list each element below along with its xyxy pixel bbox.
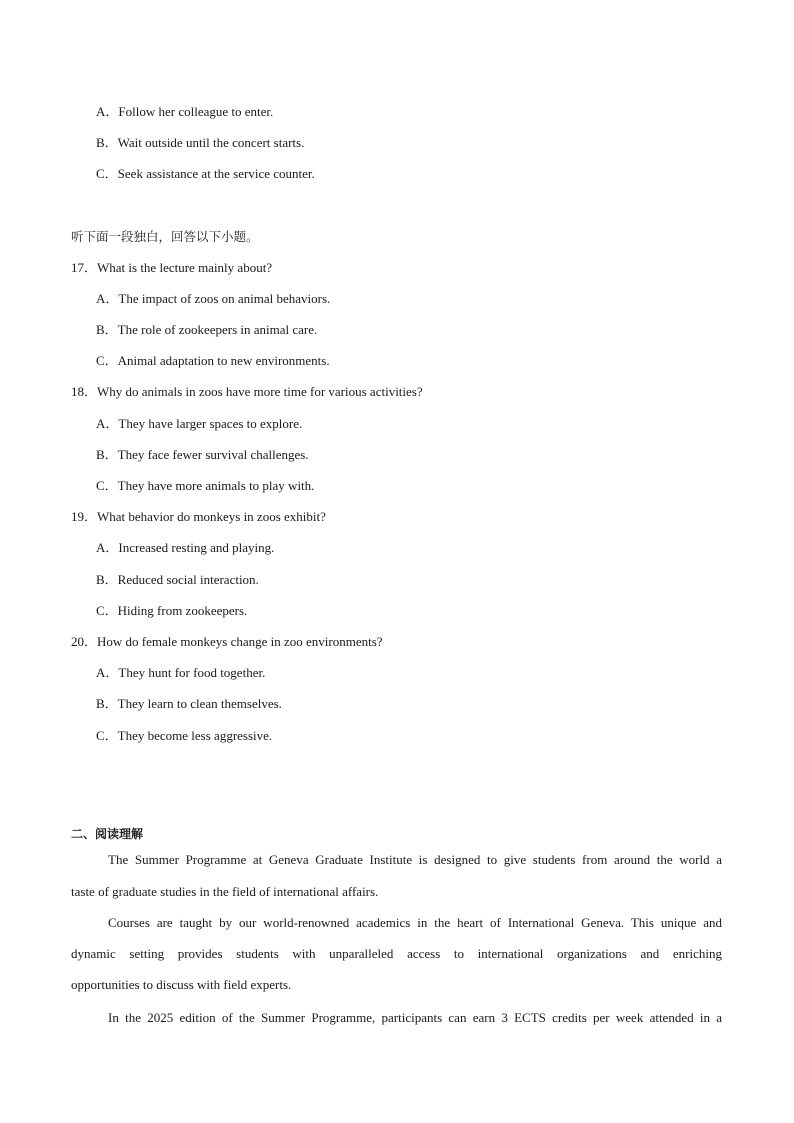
passage-text: opportunities to discuss with field experts.	[71, 977, 292, 992]
passage-p1-line1	[71, 852, 722, 868]
option-a: A．Follow her colleague to enter.	[96, 104, 274, 119]
passage-p1-line2	[71, 884, 722, 900]
passage-text: dynamic setting provides students with unparalleled access to international organizations and enriching	[71, 946, 722, 961]
passage-p2-line3	[71, 977, 722, 993]
question-17: 17．What is the lecture mainly about?	[71, 260, 273, 275]
option-b: B．Wait outside until the concert starts.	[96, 135, 305, 150]
section-title: 二、阅读理解	[71, 827, 144, 841]
q20-option-a: A．They hunt for food together.	[96, 665, 266, 680]
q17-option-b: B．The role of zookeepers in animal care.	[96, 322, 318, 337]
q20-option-c: C．They become less aggressive.	[96, 728, 273, 743]
question-19: 19．What behavior do monkeys in zoos exhibit?	[71, 509, 326, 524]
passage-p2-line2	[71, 946, 722, 962]
q17-option-c: C．Animal adaptation to new environments.	[96, 353, 330, 368]
q19-option-b: B．Reduced social interaction.	[96, 572, 259, 587]
passage-text: The Summer Programme at Geneva Graduate Institute is designed to give students from around the world a	[108, 852, 722, 867]
q18-option-b: B．They face fewer survival challenges.	[96, 447, 309, 462]
passage-text: In the 2025 edition of the Summer Programme, participants can earn 3 ECTS credits per week attended in a	[108, 1010, 722, 1025]
question-18: 18．Why do animals in zoos have more time for various activities?	[71, 384, 423, 399]
q19-option-a: A．Increased resting and playing.	[96, 540, 275, 555]
q20-option-b: B．They learn to clean themselves.	[96, 696, 282, 711]
passage-p2-line1	[71, 915, 722, 931]
q17-option-a: A．The impact of zoos on animal behaviors.	[96, 291, 331, 306]
passage-text: taste of graduate studies in the field of international affairs.	[71, 884, 379, 899]
passage-p3-line1	[71, 1010, 722, 1026]
q19-option-c: C．Hiding from zookeepers.	[96, 603, 248, 618]
q18-option-c: C．They have more animals to play with.	[96, 478, 315, 493]
q18-option-a: A．They have larger spaces to explore.	[96, 416, 303, 431]
monologue-intro: 听下面一段独白，回答以下小题。	[71, 229, 259, 244]
passage-text: Courses are taught by our world-renowned academics in the heart of International Geneva. This unique and	[108, 915, 722, 930]
option-c: C．Seek assistance at the service counter.	[96, 166, 315, 181]
question-20: 20．How do female monkeys change in zoo environments?	[71, 634, 383, 649]
